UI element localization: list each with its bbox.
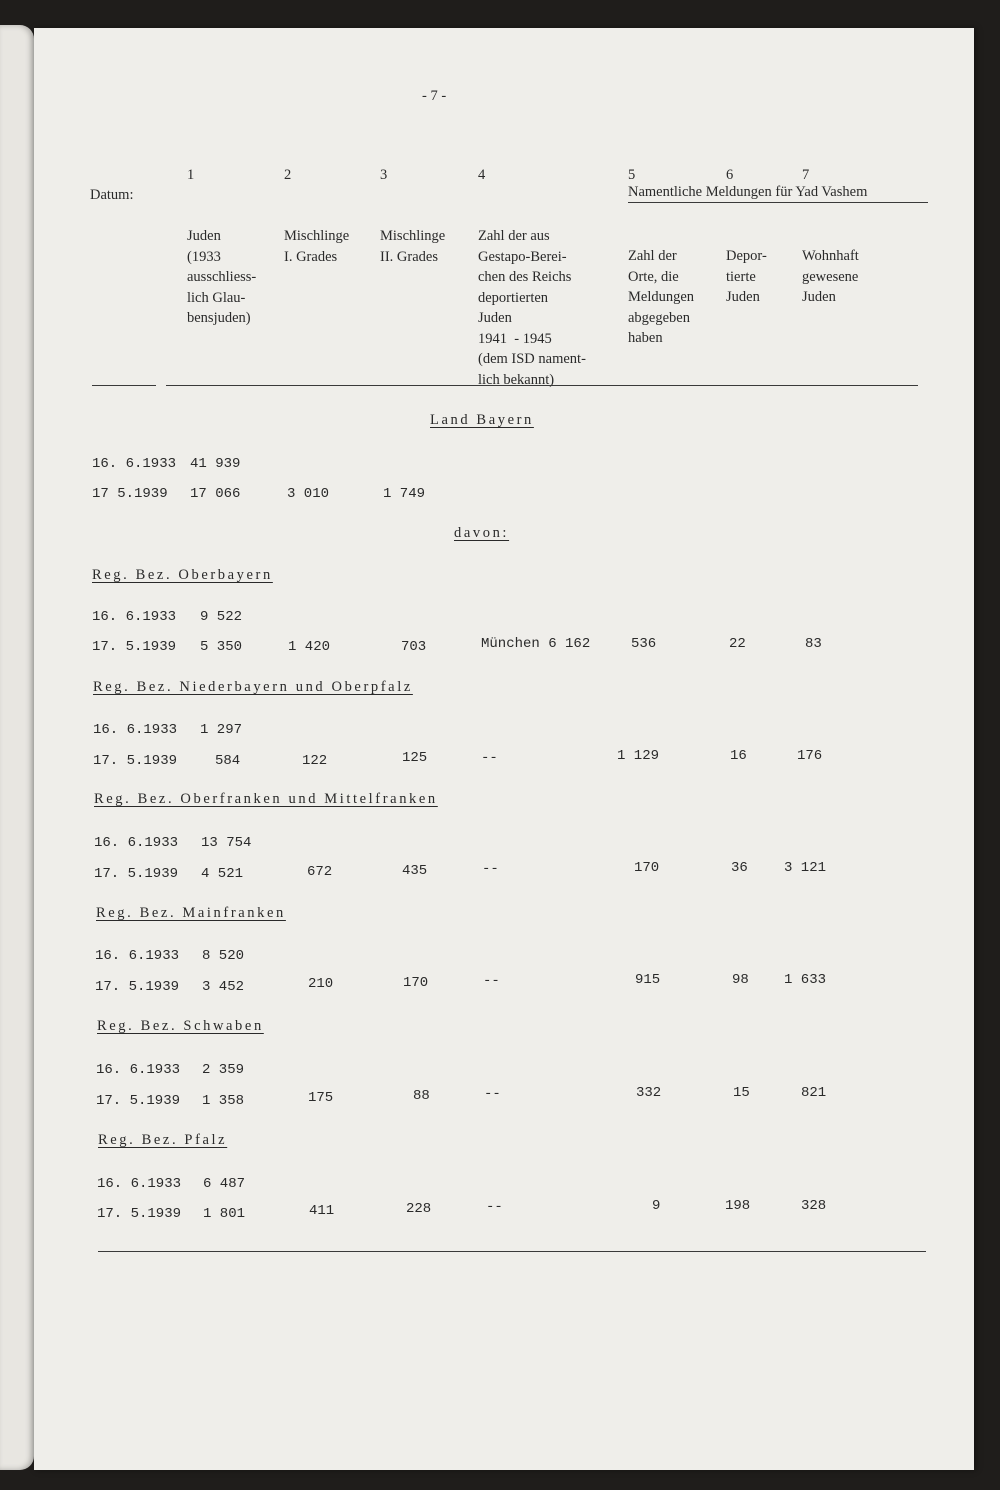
row-c6: 15: [733, 1085, 750, 1101]
row-c5: 9: [652, 1198, 661, 1214]
col1-header: Juden (1933 ausschliess- lich Glau- bensjuden): [187, 228, 257, 326]
row-c4: --: [484, 1086, 501, 1102]
row-date: 16. 6.1933: [97, 1176, 182, 1192]
row-date: 16. 6.1933: [94, 835, 179, 851]
datum-header: Datum:: [90, 187, 134, 203]
col3-header: Mischlinge II. Grades: [380, 228, 446, 265]
group-header-yad-vashem: Namentliche Meldungen für Yad Vashem: [628, 184, 928, 203]
row-c1: 9 522: [200, 609, 243, 625]
row-c2: 122: [302, 753, 328, 769]
col2-header: Mischlinge I. Grades: [284, 228, 350, 265]
row-c7: 83: [805, 636, 822, 652]
row-c2: 411: [309, 1203, 335, 1219]
row-c2: 175: [308, 1090, 334, 1106]
row-c6: 198: [725, 1198, 751, 1214]
row-c5: 1 129: [617, 748, 660, 764]
col6-header: Depor- tierte Juden: [726, 248, 767, 305]
region-title: Reg. Bez. Mainfranken: [96, 905, 286, 921]
row-c1: 1 358: [202, 1093, 245, 1109]
row-c6: 98: [732, 972, 749, 988]
row-date: 16. 6.1933: [93, 722, 178, 738]
row-date: 17. 5.1939: [94, 866, 179, 882]
row-c6: 22: [729, 636, 746, 652]
row-c3: 703: [401, 639, 427, 655]
col2-number: 2: [284, 167, 292, 183]
row-c1: 2 359: [202, 1062, 245, 1078]
land-title: Land Bayern: [430, 412, 534, 428]
row-c1: 13 754: [201, 835, 252, 851]
row-date: 16. 6.1933: [92, 456, 177, 472]
binder-edge: [0, 25, 34, 1470]
row-c1: 584: [215, 753, 241, 769]
row-c3: 125: [402, 750, 428, 766]
row-c1: 17 066: [190, 486, 241, 502]
davon-label: davon:: [454, 525, 510, 541]
row-c1: 6 487: [203, 1176, 246, 1192]
row-c4: --: [483, 973, 500, 989]
row-c5: 170: [634, 860, 660, 876]
row-c6: 36: [731, 860, 748, 876]
page-number: - 7 -: [422, 88, 447, 104]
col7-header: Wohnhaft gewesene Juden: [802, 248, 859, 305]
row-c3: 228: [406, 1201, 432, 1217]
region-title: Reg. Bez. Pfalz: [98, 1132, 228, 1148]
col5-header: Zahl der Orte, die Meldungen abgegeben haben: [628, 248, 695, 346]
row-date: 17 5.1939: [92, 486, 168, 502]
row-c2: 1 420: [288, 639, 331, 655]
row-c1: 4 521: [201, 866, 244, 882]
row-c2: 3 010: [287, 486, 330, 502]
row-date: 17. 5.1939: [96, 1093, 181, 1109]
col7-number: 7: [802, 167, 810, 183]
row-date: 17. 5.1939: [92, 639, 177, 655]
row-c2: 672: [307, 864, 333, 880]
col4-header: Zahl der aus Gestapo-Berei- chen des Reichs deportierten Juden 1941 - 1945 (dem ISD nament- lich bekannt): [478, 228, 586, 388]
document-page: [34, 28, 974, 1470]
row-c7: 3 121: [784, 860, 827, 876]
row-c4: --: [481, 750, 498, 766]
row-c7: 328: [801, 1198, 827, 1214]
row-c7: 1 633: [784, 972, 827, 988]
col6-number: 6: [726, 167, 734, 183]
row-c7: 176: [797, 748, 823, 764]
row-c4: München 6 162: [481, 636, 591, 652]
header-rule-main: [166, 385, 918, 386]
row-date: 17. 5.1939: [95, 979, 180, 995]
row-date: 16. 6.1933: [96, 1062, 181, 1078]
row-c1: 8 520: [202, 948, 245, 964]
header-rule-left: [92, 385, 156, 386]
region-title: Reg. Bez. Oberbayern: [92, 567, 273, 583]
row-c1: 3 452: [202, 979, 245, 995]
bottom-rule: [98, 1251, 926, 1252]
row-c7: 821: [801, 1085, 827, 1101]
row-date: 17. 5.1939: [93, 753, 178, 769]
row-c4: --: [482, 861, 499, 877]
col3-number: 3: [380, 167, 388, 183]
row-c6: 16: [730, 748, 747, 764]
region-title: Reg. Bez. Oberfranken und Mittelfranken: [94, 791, 438, 807]
row-c5: 915: [635, 972, 661, 988]
row-c2: 210: [308, 976, 334, 992]
row-date: 16. 6.1933: [92, 609, 177, 625]
row-c5: 536: [631, 636, 657, 652]
row-c1: 5 350: [200, 639, 243, 655]
row-c3: 170: [403, 975, 429, 991]
row-c3: 435: [402, 863, 428, 879]
region-title: Reg. Bez. Niederbayern und Oberpfalz: [93, 679, 413, 695]
row-c3: 88: [413, 1088, 430, 1104]
row-c1: 1 297: [200, 722, 243, 738]
col4-number: 4: [478, 167, 486, 183]
region-title: Reg. Bez. Schwaben: [97, 1018, 264, 1034]
col1-number: 1: [187, 167, 195, 183]
row-c1: 1 801: [203, 1206, 246, 1222]
row-c5: 332: [636, 1085, 662, 1101]
row-date: 17. 5.1939: [97, 1206, 182, 1222]
row-c4: --: [486, 1199, 503, 1215]
col5-number: 5: [628, 167, 636, 183]
row-c1: 41 939: [190, 456, 241, 472]
row-c3: 1 749: [383, 486, 426, 502]
row-date: 16. 6.1933: [95, 948, 180, 964]
